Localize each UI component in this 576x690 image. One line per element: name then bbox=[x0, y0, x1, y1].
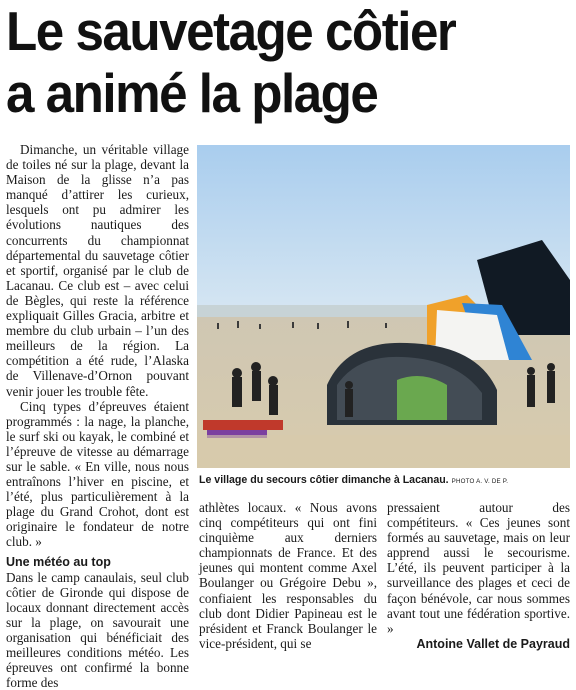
paragraph-2: Cinq types d’épreuves étaient programmés : la nage, la planche, le surf ski ou kayak, le combiné et l’épreuve de vitesse au démarrage sur le sable. « En ville, nous nous entraînons l’hiver en piscine, et l’été, plus particulièrement à la plage du Grand Crohot, dont est originaire le fondateur de notre club. » bbox=[6, 398, 189, 550]
photo-caption bbox=[199, 473, 571, 489]
paragraph-1: Dimanche, un véritable village de toiles né sur la plage, devant la Maison de la glisse n’a pas manqué d’attirer les curieux, lesquels ont pu admirer les évolutions nautiques des concurrents du championnat départemental du sauvetage côtier et sportif, organisé par le club de Lacanau. Ce club est – avec celui de Bègles, qui reste la référence expliquait Gilles Gracia, arbitre et membre du club urbain – l’un des meilleurs de la région. La compétition a été rude, l’Alaska de Villenave-d’Ornon pouvant venir jouer les trouble fête. bbox=[6, 142, 189, 399]
author-byline: Antoine Vallet de Payraud bbox=[416, 636, 570, 651]
column-3-text: pressaient autour des compétiteurs. « Ces jeunes sont formés au sauvetage, mais on leur apprend aussi le secourisme. L’été, ils peuvent participer à la surveillance des plages et ceci de façon bénévole, car nous sommes avant tout une fédération sportive. » bbox=[387, 500, 570, 636]
subheading: Une météo au top bbox=[6, 554, 111, 569]
beach-scene-illustration bbox=[197, 145, 570, 468]
article-column-3 bbox=[387, 500, 570, 652]
headline-line-2: a animé la plage bbox=[6, 62, 378, 124]
headline bbox=[6, 0, 532, 124]
beach-photo bbox=[197, 145, 570, 468]
photo-credit: PHOTO A. V. DE P. bbox=[451, 478, 509, 485]
paragraph-3: Dans le camp canaulais, seul club côtier de Gironde qui dispose de locaux donnant directement accès sur la plage, on savourait une organisation qui bénéficiait des meilleures conditions météo. Les épreuves ont confirmé la bonne forme des bbox=[6, 569, 189, 690]
column-2-text: athlètes locaux. « Nous avons cinq compétiteurs qui ont fini cinquième aux derniers championnats de France. Et des jeunes qui montent comme Axel Boulanger ou Grégoire Debu », confiaient les responsables du club dont Didier Papineau est le président et Franck Boulanger le vice-président, qui se bbox=[199, 500, 377, 651]
caption-text: Le village du secours côtier dimanche à Lacanau. bbox=[199, 474, 449, 486]
article-column-1 bbox=[6, 142, 189, 690]
headline-line-1: Le sauvetage côtier bbox=[6, 0, 456, 62]
article-column-2 bbox=[199, 500, 377, 651]
